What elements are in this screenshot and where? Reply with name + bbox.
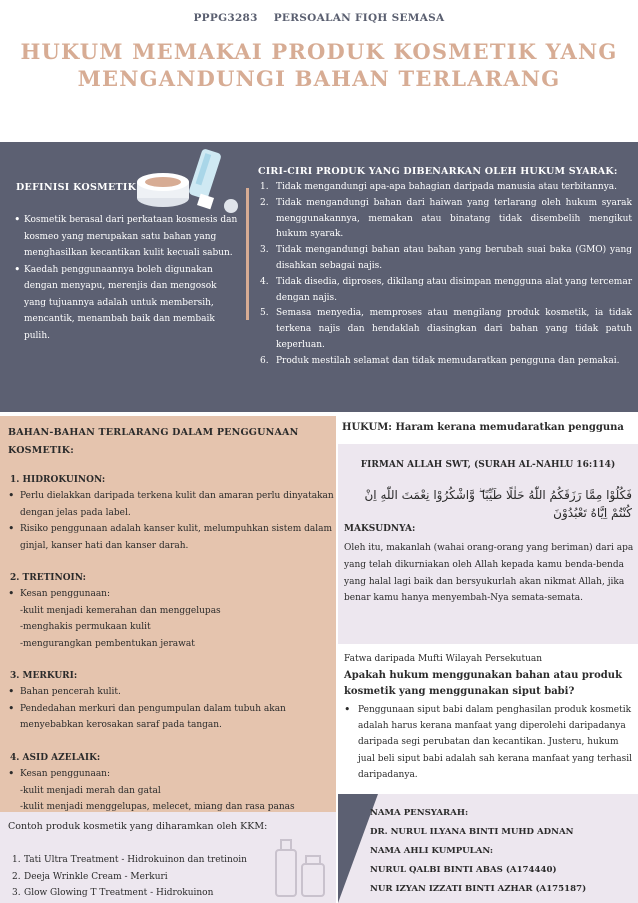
ingredient-title: 1. HIDROKUINON:	[10, 475, 106, 485]
criteria-item: 3. Tidak mengandungi bahan atau bahan yang berubah suai baka (GMO) yang disahkan sebagai najis.	[260, 245, 632, 271]
ingredient-sub: -kulit menjadi menggelupas, melecet, miang dan rasa panas	[20, 801, 295, 812]
banned-product: 3. Glow Glowing T Treatment - Hidrokuinon	[12, 888, 214, 898]
ingredient-bullet: • Perlu dielakkan daripada terkena kulit dan amaran perlu dinyatakan dengan jelas pada label.	[8, 488, 334, 521]
banned-product: 2. Deeja Wrinkle Cream - Merkuri	[12, 871, 168, 882]
criteria-heading: CIRI-CIRI PRODUK YANG DIBENARKAN OLEH HUKUM SYARAK:	[258, 166, 618, 177]
ingredient-title: 4. ASID AZELAIK:	[10, 752, 101, 763]
verse-reference: FIRMAN ALLAH SWT, (SURAH AL-NAHLU 16:114)	[360, 460, 616, 470]
name-line: NAMA PENSYARAH:	[370, 808, 469, 818]
ingredient-bullet: • Kesan penggunaan:	[8, 586, 334, 602]
ingredients-heading: BAHAN-BAHAN TERLARANG DALAM PENGGUNAAN KOSMETIK:	[8, 427, 299, 456]
ingredient-bullet: • Pendedahan merkuri dan pengumpulan dalam tubuh akan menyebabkan kerosakan saraf pada tangan.	[8, 701, 334, 734]
ruling-heading: HUKUM: Haram kerana memudaratkan pengguna	[342, 422, 624, 433]
forbidden-ingredients-panel	[0, 416, 336, 812]
criteria-item: 1. Tidak mengandungi apa-apa bahagian daripada manusia atau terbitannya.	[260, 182, 618, 192]
cosmetic-products-icon	[135, 148, 245, 218]
ingredient-sub: -menghakis permukaan kulit	[20, 622, 151, 633]
banned-product: 1. Tati Ultra Treatment - Hidrokuinon dan tretinoin	[12, 855, 247, 865]
ingredient-group	[8, 570, 334, 652]
names-panel	[338, 794, 638, 903]
meaning-text: Oleh itu, makanlah (wahai orang-orang yang beriman) dari apa yang telah dikurniakan oleh Allah kepada kamu benda-benda yang halal lagi baik dan bersyukurlah akan nikmat Allah, jika benar kamu hanya menyembah-Nya semata-semata.	[344, 543, 634, 604]
ingredient-title: 2. TRETINOIN:	[10, 573, 86, 584]
ingredient-sub: -kulit menjadi kemerahan dan menggelupas	[20, 605, 221, 616]
criteria-item: 6. Produk mestilah selamat dan tidak memudaratkan pengguna dan pemakai.	[260, 355, 620, 366]
definition-point: • Kosmetik berasal dari perkataan kosmesis dan kosmeo yang merupakan satu bahan yang menghasilkan kecantikan kulit kecuali sabun.	[14, 212, 239, 262]
name-line: DR. NURUL ILYANA BINTI MUHD ADNAN	[370, 827, 574, 837]
names-list	[370, 804, 586, 899]
course-name: PERSOALAN FIQH SEMASA	[273, 12, 445, 24]
name-line: NURUL QALBI BINTI ABAS (A174440)	[370, 865, 557, 875]
banned-products-list	[12, 852, 247, 902]
ruling-bar	[338, 416, 638, 444]
criteria-list	[260, 180, 632, 370]
ingredient-bullet: • Kesan penggunaan:	[8, 766, 334, 782]
vertical-divider	[246, 188, 249, 320]
fatwa-source: Fatwa daripada Mufti Wilayah Persekutuan	[344, 654, 543, 664]
ingredient-sub: -mengurangkan pembentukan jerawat	[20, 638, 195, 649]
ingredient-bullet: • Bahan pencerah kulit.	[8, 684, 334, 700]
criteria-item: 5. Semasa menyedia, memproses atau mengilang produk kosmetik, ia tidak terkena najis dan hendaklah diasingkan dari bahan yang tidak patuh keperluan.	[260, 308, 632, 350]
fatwa-answer: • Penggunaan siput babi dalam penghasilan produk kosmetik adalah harus kerana manfaat yang diperolehi daripadanya daripada segi perubatan dan kecantikan. Justeru, hukum jual beli siput babi adalah sah kerana manfaat yang terhasil daripadanya.	[344, 702, 636, 783]
page-header	[0, 0, 638, 140]
page-title: HUKUM MEMAKAI PRODUK KOSMETIK YANG MENGANDUNGI BAHAN TERLARANG	[20, 39, 618, 91]
name-line: NAMA AHLI KUMPULAN:	[370, 846, 494, 856]
arabic-verse: فَكُلُوْا مِمَّا رَزَقَكُمُ اللّٰهُ حَلٰلًا طَيِّبًا ۖ وَّاشْكُرُوْا نِعْمَتَ اللّٰهِ اِنْ كُنْتُمْ اِيَّاهُ تَعْبُدُوْنَ	[364, 488, 632, 520]
ingredient-group	[8, 750, 334, 816]
course-code: PPPG3283	[193, 12, 258, 24]
criteria-item: 2. Tidak mengandungi bahan dari haiwan yang terlarang oleh hukum syarak menggunakannya, memakan atau binatang tidak disembelih mengikut hukum syarak.	[260, 197, 632, 240]
meaning-heading: MAKSUDNYA:	[344, 524, 416, 534]
banned-products-panel	[0, 812, 336, 903]
ingredients-body	[8, 472, 334, 831]
ingredient-sub: -kulit menjadi merah dan gatal	[20, 785, 161, 796]
definition-heading: DEFINISI KOSMETIK	[16, 182, 137, 193]
definition-band	[0, 142, 638, 412]
ingredient-group	[8, 472, 334, 554]
course-line	[0, 12, 638, 24]
definition-point: • Kaedah penggunaannya boleh digunakan dengan menyapu, merenjis dan mengosok yang tujuannya adalah untuk membersih, mencantik, menambah baik dan membaik pulih.	[14, 262, 239, 345]
banned-products-heading: Contoh produk kosmetik yang diharamkan oleh KKM:	[8, 821, 268, 832]
ingredient-bullet: • Risiko penggunaan adalah kanser kulit, melumpuhkan sistem dalam ginjal, kanser hati dan kanser darah.	[8, 521, 334, 554]
definition-list	[14, 212, 239, 344]
bottles-icon	[270, 830, 330, 900]
fatwa-answer-list	[344, 702, 636, 783]
fatwa-panel	[338, 644, 638, 790]
fatwa-question: Apakah hukum menggunakan bahan atau produk kosmetik yang menggunakan siput babi?	[344, 670, 622, 697]
ruling-panel	[338, 416, 638, 644]
ingredient-title: 3. MERKURI:	[10, 671, 78, 682]
criteria-item: 4. Tidak disedia, diproses, dikilang atau disimpan mengguna alat yang tercemar dengan najis.	[260, 276, 632, 303]
name-line: NUR IZYAN IZZATI BINTI AZHAR (A175187)	[370, 884, 587, 894]
ingredient-group	[8, 668, 334, 734]
